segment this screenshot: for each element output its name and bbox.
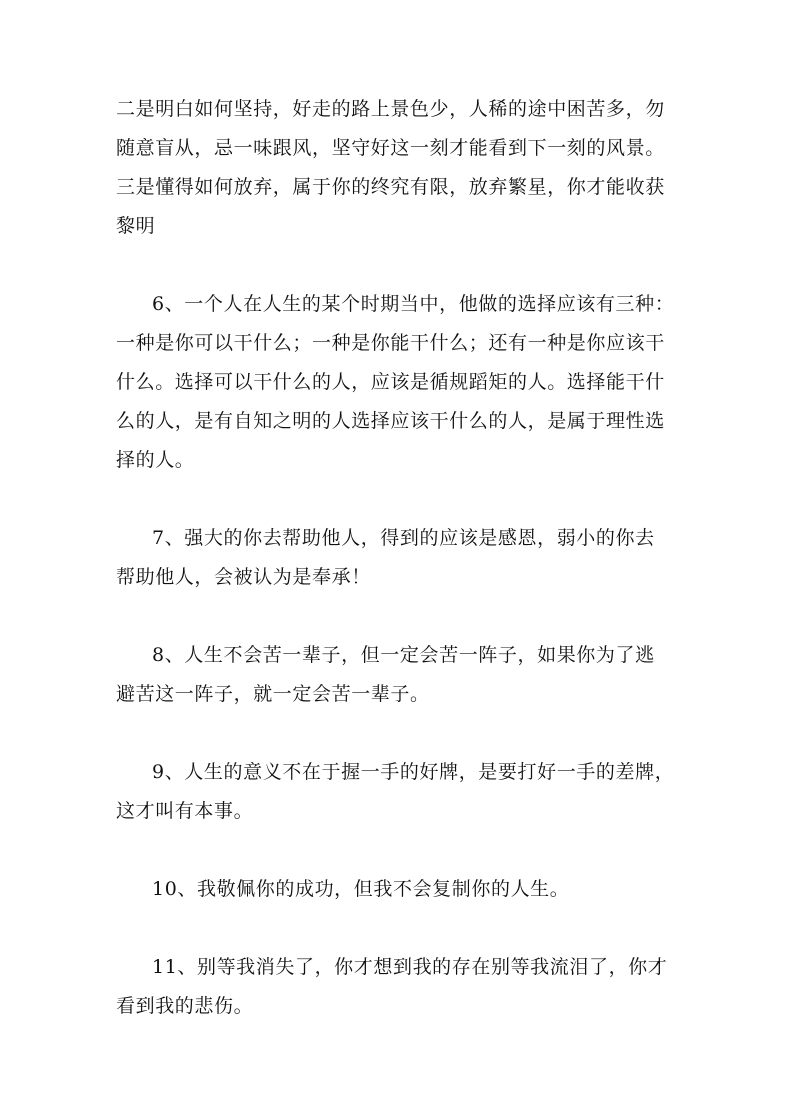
paragraph-line: 看到我的悲伤。 xyxy=(116,995,254,1017)
paragraph-line: 黎明 xyxy=(116,215,156,237)
paragraph-line: 随意盲从，忌一味跟风，坚守好这一刻才能看到下一刻的风景。 xyxy=(116,137,665,159)
paragraph-line: 帮助他人，会被认为是奉承！ xyxy=(116,566,371,588)
paragraph-line: 11、别等我消失了，你才想到我的存在别等我流泪了，你才 xyxy=(152,956,668,978)
paragraph-line: 10、我敬佩你的成功，但我不会复制你的人生。 xyxy=(152,878,570,900)
paragraph-line: 三是懂得如何放弃，属于你的终究有限，放弃繁星，你才能收获 xyxy=(116,176,665,198)
paragraph-line: 9、人生的意义不在于握一手的好牌，是要打好一手的差牌， xyxy=(152,761,675,783)
paragraph-line: 择的人。 xyxy=(116,449,195,471)
paragraph-line: 二是明白如何坚持，好走的路上景色少，人稀的途中困苦多，勿 xyxy=(116,98,665,120)
paragraph-line: 什么。选择可以干什么的人，应该是循规蹈矩的人。选择能干什 xyxy=(116,371,665,393)
paragraph-line: 一种是你可以干什么；一种是你能干什么；还有一种是你应该干 xyxy=(116,332,665,354)
paragraph-line: 7、强大的你去帮助他人，得到的应该是感恩，弱小的你去 xyxy=(152,527,655,549)
paragraph-line: 么的人，是有自知之明的人选择应该干什么的人，是属于理性选 xyxy=(116,410,665,432)
paragraph-line: 这才叫有本事。 xyxy=(116,800,254,822)
paragraph-line: 避苦这一阵子，就一定会苦一辈子。 xyxy=(116,683,430,705)
paragraph-line: 8、人生不会苦一辈子，但一定会苦一阵子，如果你为了逃 xyxy=(152,644,655,666)
paragraph-line: 6、一个人在人生的某个时期当中，他做的选择应该有三种： xyxy=(152,293,675,315)
